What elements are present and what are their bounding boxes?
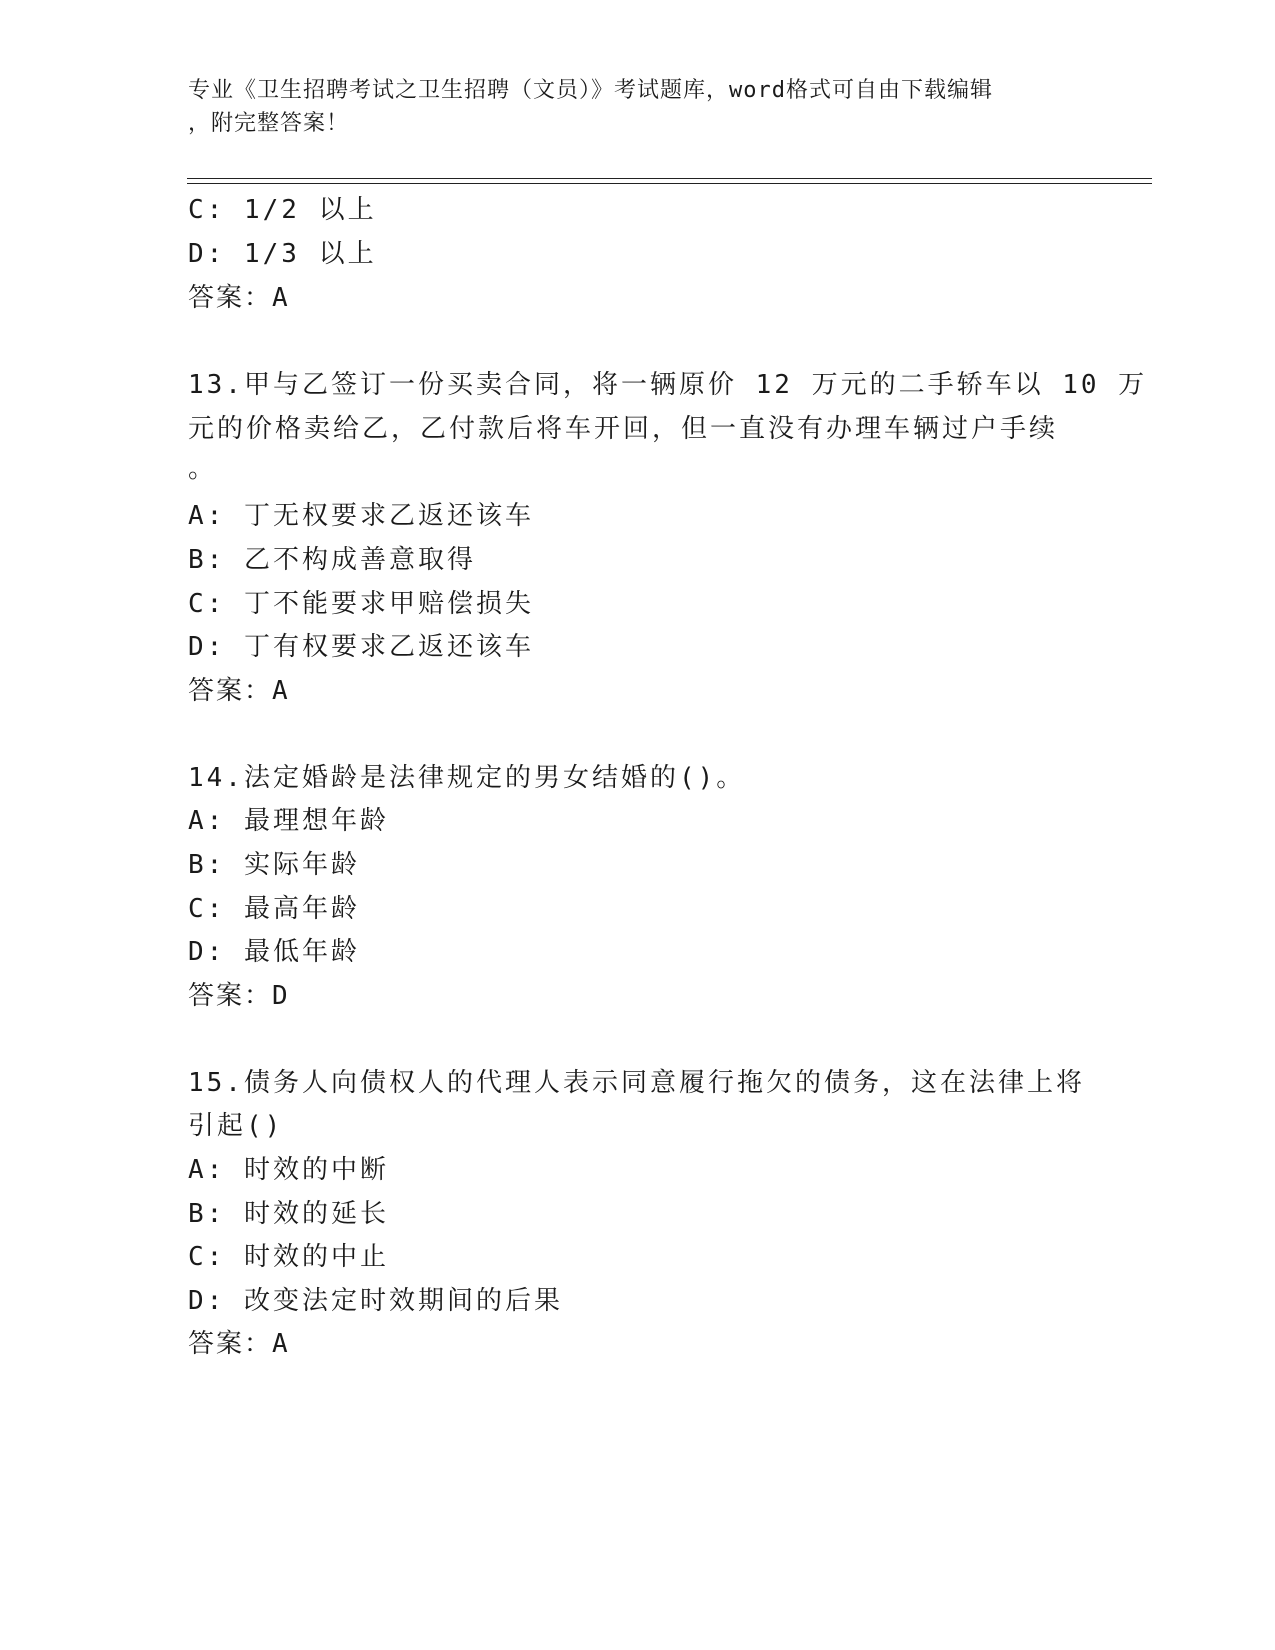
question-15-option-c: C: 时效的中止: [188, 1242, 389, 1272]
question-13-stem-line-3: 。: [188, 454, 218, 484]
question-14-option-c: C: 最高年龄: [188, 894, 360, 924]
answer-label: 答案：: [188, 981, 273, 1011]
question-13-stem-line-1: 13.甲与乙签订一份买卖合同，将一辆原价 12 万元的二手轿车以 10 万: [188, 370, 1148, 400]
question-14-option-d: D: 最低年龄: [188, 937, 360, 967]
answer-label: 答案：: [188, 676, 273, 706]
question-15-option-b: B: 时效的延长: [188, 1199, 389, 1229]
question-15-option-d: D: 改变法定时效期间的后果: [188, 1286, 563, 1316]
answer-line: [188, 283, 290, 313]
question-13-stem-line-2: 元的价格卖给乙，乙付款后将车开回，但一直没有办理车辆过户手续: [188, 414, 1059, 444]
question-15-stem-line-2: 引起(): [188, 1111, 284, 1141]
question-13-answer: [188, 676, 290, 706]
question-13-option-b: B: 乙不构成善意取得: [188, 545, 476, 575]
answer-label: 答案：: [188, 283, 273, 313]
header-title-line-2: ，附完整答案！: [188, 111, 350, 136]
question-13-option-a: A: 丁无权要求乙返还该车: [188, 501, 534, 531]
question-15-stem-line-1: 15.债务人向债权人的代理人表示同意履行拖欠的债务，这在法律上将: [188, 1068, 1085, 1098]
header-divider-bottom: [187, 183, 1152, 184]
question-15-answer: [188, 1329, 290, 1359]
question-14-option-a: A: 最理想年龄: [188, 806, 389, 836]
option-d: D: 1/3 以上: [188, 239, 377, 269]
answer-value: A: [272, 283, 290, 313]
question-14-stem-line-1: 14.法定婚龄是法律规定的男女结婚的()。: [188, 763, 746, 793]
question-15-option-a: A: 时效的中断: [188, 1155, 389, 1185]
answer-value: D: [272, 981, 290, 1011]
header-divider-top: [187, 178, 1152, 179]
question-13-option-c: C: 丁不能要求甲赔偿损失: [188, 589, 534, 619]
question-13-option-d: D: 丁有权要求乙返还该车: [188, 632, 534, 662]
answer-value: A: [272, 1329, 290, 1359]
question-14-option-b: B: 实际年龄: [188, 850, 360, 880]
header-title-line-1: 专业《卫生招聘考试之卫生招聘（文员）》考试题库，word格式可自由下载编辑: [188, 78, 993, 103]
answer-value: A: [272, 676, 290, 706]
document-header: [188, 74, 1078, 140]
question-14-answer: [188, 981, 290, 1011]
answer-label: 答案：: [188, 1329, 273, 1359]
option-c: C: 1/2 以上: [188, 195, 377, 225]
